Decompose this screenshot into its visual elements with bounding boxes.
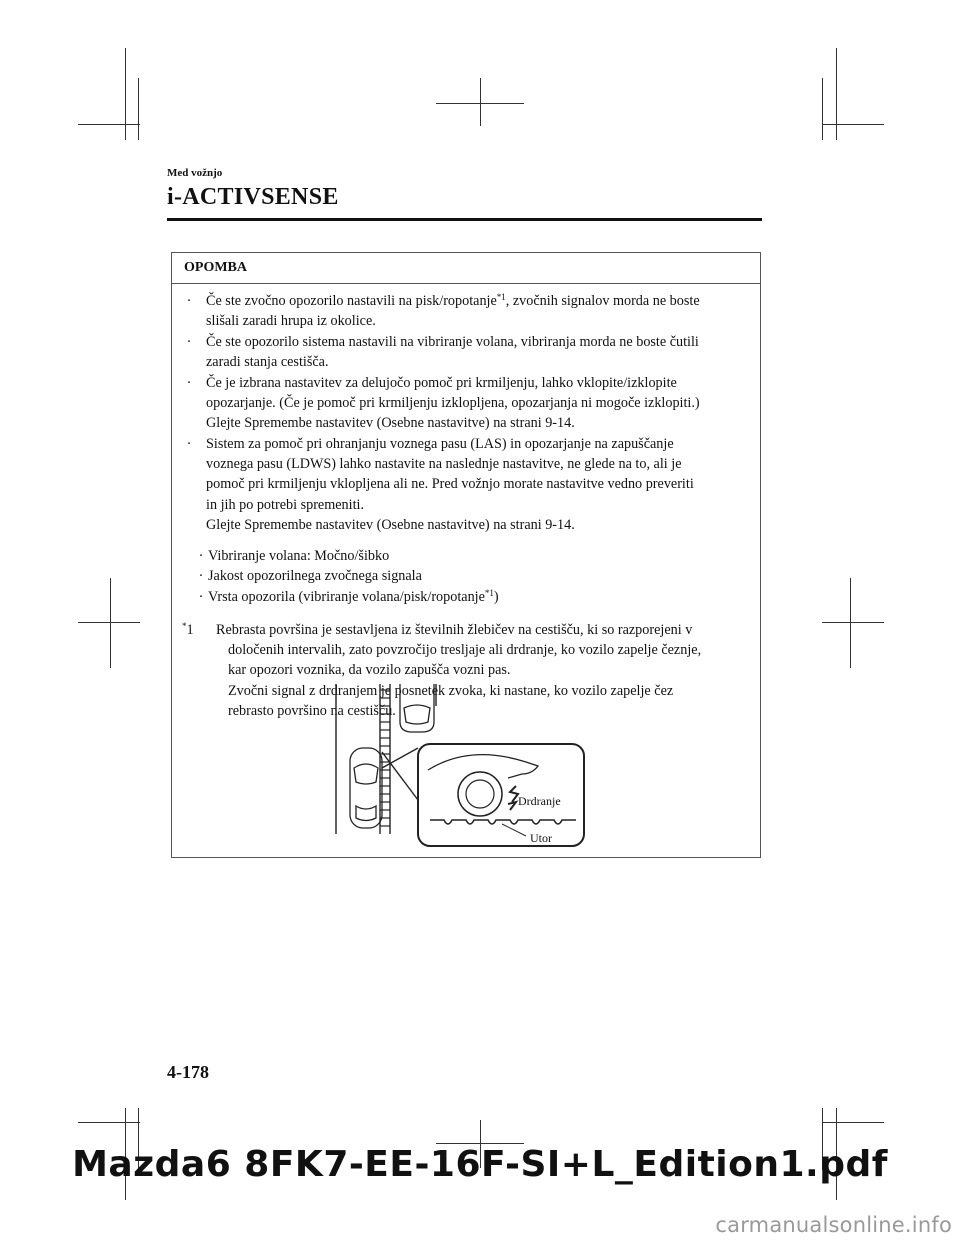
footnote-number: 1 [186,622,194,638]
footnote-line: Zvočni signal z drdranjem je posnetek zvoka, ki nastane, ko vozilo zapelje čez [228,682,674,699]
footnote-line: Rebrasta površina je sestavljena iz številnih žlebičev na cestišču, ki so razporejeni v [216,622,693,638]
footnote-line: rebrasto površino na cestišču. [228,702,396,719]
car-ahead-icon [400,684,434,732]
label-rumble: Drdranje [518,794,561,808]
note-heading: OPOMBA [172,253,760,284]
bullet-line: slišali zaradi hrupa iz okolice. [206,313,376,330]
page-number: 4-178 [167,1062,209,1082]
crop-mark [78,1122,140,1123]
crop-mark [78,622,140,623]
crop-mark [836,48,837,140]
crop-mark [480,78,481,126]
crop-mark [436,103,524,104]
crop-mark [78,124,140,125]
vibration-icon [510,786,518,802]
footnote-mark: * [182,621,187,631]
bullet-dot: · [186,334,192,350]
bullet-line: Če ste zvočno opozorilo nastavili na pisk/ropotanje$^{*1}$, zvočnih signalov morda ne boste [206,292,700,309]
bullet-line: zaradi stanja cestišča. [206,354,329,371]
crop-mark [138,78,139,140]
car-body-outline [428,755,538,778]
crop-mark [822,124,884,125]
vibration-icon [508,802,516,810]
wheel-hub-icon [466,780,494,808]
section-label: Med vožnjo [167,167,223,179]
crop-mark [822,1122,884,1123]
road-groove-profile [430,820,576,824]
bullet-line: voznega pasu (LDWS) lahko nastavite na naslednje nastavitve, ne glede na to, ali je [206,456,682,473]
car-drifting-icon [350,748,382,828]
crop-mark [822,622,884,623]
bullet-dot: · [198,568,204,584]
bullet-line: opozarjanje. (Če je pomoč pri krmiljenju izklopljena, opozarjanja ni mogoče izklopiti.) [206,395,700,412]
bullet-dot: · [198,589,204,605]
footnote-line: določenih intervalih, zato povzročijo tresljaje ali drdranje, ko vozilo zapelje čeznje, [228,642,702,659]
title-rule [167,218,762,221]
bullet-line: pomoč pri krmiljenju vklopljena ali ne. Pred vožnjo morate nastavitve vedno preveriti [206,476,694,493]
section-title: i-ACTIVSENSE [167,184,339,210]
crop-mark [125,48,126,140]
rumble-strip-illustration [330,678,590,850]
bullet-line: Glejte Spremembe nastavitev (Osebne nastavitve) na strani 9-14. [206,516,575,533]
crop-mark [822,78,823,140]
groove-pointer-line [502,824,526,836]
bullet-dot: · [186,293,192,309]
site-watermark: carmanualsonline.info [715,1213,952,1237]
crop-mark [110,578,111,668]
lane-diagram [336,684,584,846]
bullet-line: Če ste opozorilo sistema nastavili na vibriranje volana, vibriranja morda ne boste čutili [206,334,699,350]
bullet-dot: · [186,375,192,391]
callout-line [382,752,418,800]
footnote-ref: *1 [496,292,506,302]
footnote-ref: *1 [484,588,494,598]
wheel-icon [458,772,502,816]
footnote-line: kar opozori voznika, da vozilo zapušča vozni pas. [228,662,511,679]
label-groove: Utor [530,831,552,845]
bullet-line: Glejte Spremembe nastavitev (Osebne nastavitve) na strani 9-14. [206,415,575,432]
document-name: Mazda6 8FK7-EE-16F-SI+L_Edition1.pdf [72,1144,888,1185]
bullet-dot: · [186,436,192,452]
bullet-line: Sistem za pomoč pri ohranjanju voznega pasu (LAS) in opozarjanje na zapuščanje [206,436,674,452]
note-box: OPOMBA · Če ste zvočno opozorilo nastavili na pisk/ropotanje$^{*1}$, zvočnih signalov morda ne boste slišali zaradi hrupa iz okolice. · Če ste opozorilo sistema nastavili na vibriranje volana, vibriranja morda ne boste čutili zaradi stanja cestišča. · Če je izbrana nastavitev za delujočo pomoč pri krmiljenju, lahko vklopite/izklopite opozarjanje. (Če je pomoč pri krmiljenju izklopljena, opozarjanja ni mogoče izklopiti.) Glejte Spremembe nastavitev (Osebne nastavitve) na strani 9-14. · Sistem za pomoč pri ohranjanju voznega pasu (LAS) in opozarjanje na zapuščanje voznega pasu (LDWS) lahko nastavite na naslednje nastavitve, ne glede na to, ali je pomoč pri krmiljenju vklopljena ali ne. Pred vožnjo morate nastavitve vedno preveriti in jih po potrebi spremeniti. Glejte Spremembe nastavitev (Osebne nastavitve) na strani 9-14. · Vibriranje volana: Močno/šibko · Jakost opozorilnega zvočnega signala · Vrsta opozorila (vibriranje volana/pisk/ropotanje$^{*1}$) *1 Rebrasta površina je sestavljena iz številnih žlebičev na cestišču, ki so razporejeni v določenih intervalih, zato povzročijo tresljaje ali drdranje, ko vozilo zapelje čeznje, kar opozori voznika, da vozilo zapušča vozni pas. Zvočni signal z drdranjem je posnetek zvoka, ki nastane, ko vozilo zapelje čez rebrasto površino na cestišču. [171,252,761,858]
bullet-line: in jih po potrebi spremeniti. [206,496,365,513]
callout-line [382,748,418,768]
bullet-dot: · [198,548,204,564]
crop-mark [850,578,851,668]
bullet-line: Če je izbrana nastavitev za delujočo pomoč pri krmiljenju, lahko vklopite/izklopite [206,375,677,391]
